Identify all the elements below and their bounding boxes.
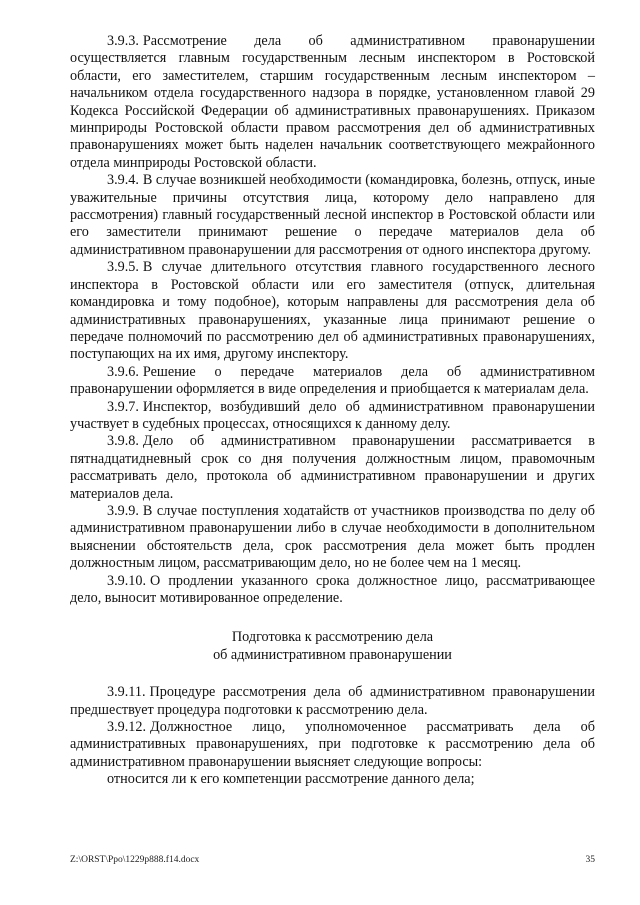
paragraph-number: 3.9.8. [107,433,139,450]
paragraph-text: В случае поступления ходатайств от участников производства по делу об административном правонарушении либо в случае необходимости в дополнительном выяснении обстоятельств дела, срок рассмотрения дела может быть продлен должностным лицом, рассматривающим дело, но не более чем на 1 месяц. [70,502,595,572]
paragraph-text: Рассмотрение дела об административном правонарушении осуществляется главным государственным лесным инспектором в Ростовской области, его заместителем, старшим государственным лесным инспектором – начальником отдела государственного надзора в порядке, установленном главой 29 Кодекса Российской Федерации об административных правонарушениях. Приказом минприроды Ростовской области правом рассмотрения дел об административных правонарушениях может быть наделен начальник соответствующего межрайонного отдела минприроды Ростовской области. [70,33,595,171]
paragraph-number: 3.9.6. [107,363,139,380]
paragraph-number: 3.9.11. [107,684,146,701]
section-heading [70,629,595,664]
page-number: 35 [585,855,595,865]
paragraph-3-9-10 [70,573,595,608]
paragraph-3-9-7 [70,399,595,434]
paragraph-number: 3.9.9. [107,502,139,519]
paragraph-text: относится ли к его компетенции рассмотрение данного дела; [107,771,475,788]
paragraph-3-9-3 [70,33,595,172]
paragraph-text: Решение о передаче материалов дела об административном правонарушении оформляется в виде определения и приобщается к материалам дела. [70,363,595,398]
paragraph-text: О продлении указанного срока должностное лицо, рассматривающее дело, выносит мотивированное определение. [70,572,595,606]
document-page [70,33,595,789]
paragraph-number: 3.9.10. [107,572,147,589]
section-heading-line-2: об административном правонарушении [213,646,452,663]
paragraph-text: Инспектор, возбудивший дело об административном правонарушении участвует в судебных процессах, относящихся к данному делу. [70,398,595,432]
paragraph-text: В случае длительного отсутствия главного государственного лесного инспектора в Ростовской области или его заместителя (отпуск, длительная командировка и тому подобное), которым направлены для рассмотрения дела об административных правонарушениях, указанные лица принимают решение о передаче полномочий по рассмотрению дел об административных правонарушениях, поступающих на их имя, другому инспектору. [70,259,595,363]
paragraph-text: В случае возникшей необходимости (командировка, болезнь, отпуск, иные уважительные причины отсутствия лица, которому дело направлено для рассмотрения) главный государственный лесной инспектор в Ростовской области или его заместители принимают решение о передаче материалов дела об административном правонарушении для рассмотрения от одного инспектора другому. [70,172,595,258]
paragraph-text: Процедуре рассмотрения дела об административном правонарушении предшествует процедура подготовки к рассмотрению дела. [70,684,595,718]
paragraph-3-9-9 [70,503,595,573]
footer-file-path: Z:\ORST\Ppo\1229p888.f14.docx [70,855,200,865]
paragraph-number: 3.9.3. [107,33,139,49]
paragraph-text: Дело об административном правонарушении рассматривается в пятнадцатидневный срок со дня получения должностным лицом, правомочным рассматривать дело, протокола об административном правонарушении и других материалов дела. [70,433,595,502]
section-heading-line-1: Подготовка к рассмотрению дела [231,629,434,646]
paragraph-3-9-8 [70,433,595,503]
paragraph-3-9-4 [70,172,595,259]
paragraph-number: 3.9.4. [107,172,139,189]
paragraph-number: 3.9.5. [107,259,139,276]
paragraph-3-9-11 [70,684,595,719]
paragraph-number: 3.9.7. [107,398,139,415]
paragraph-3-9-6 [70,364,595,399]
paragraph-text: Должностное лицо, уполномоченное рассматривать дела об административных правонарушениях, при подготовке к рассмотрению дела об административном правонарушении выясняет следующие вопросы: [70,719,595,770]
paragraph-3-9-12 [70,719,595,771]
paragraph-question-1 [70,771,595,788]
paragraph-number: 3.9.12. [107,719,147,736]
paragraph-3-9-5 [70,259,595,363]
